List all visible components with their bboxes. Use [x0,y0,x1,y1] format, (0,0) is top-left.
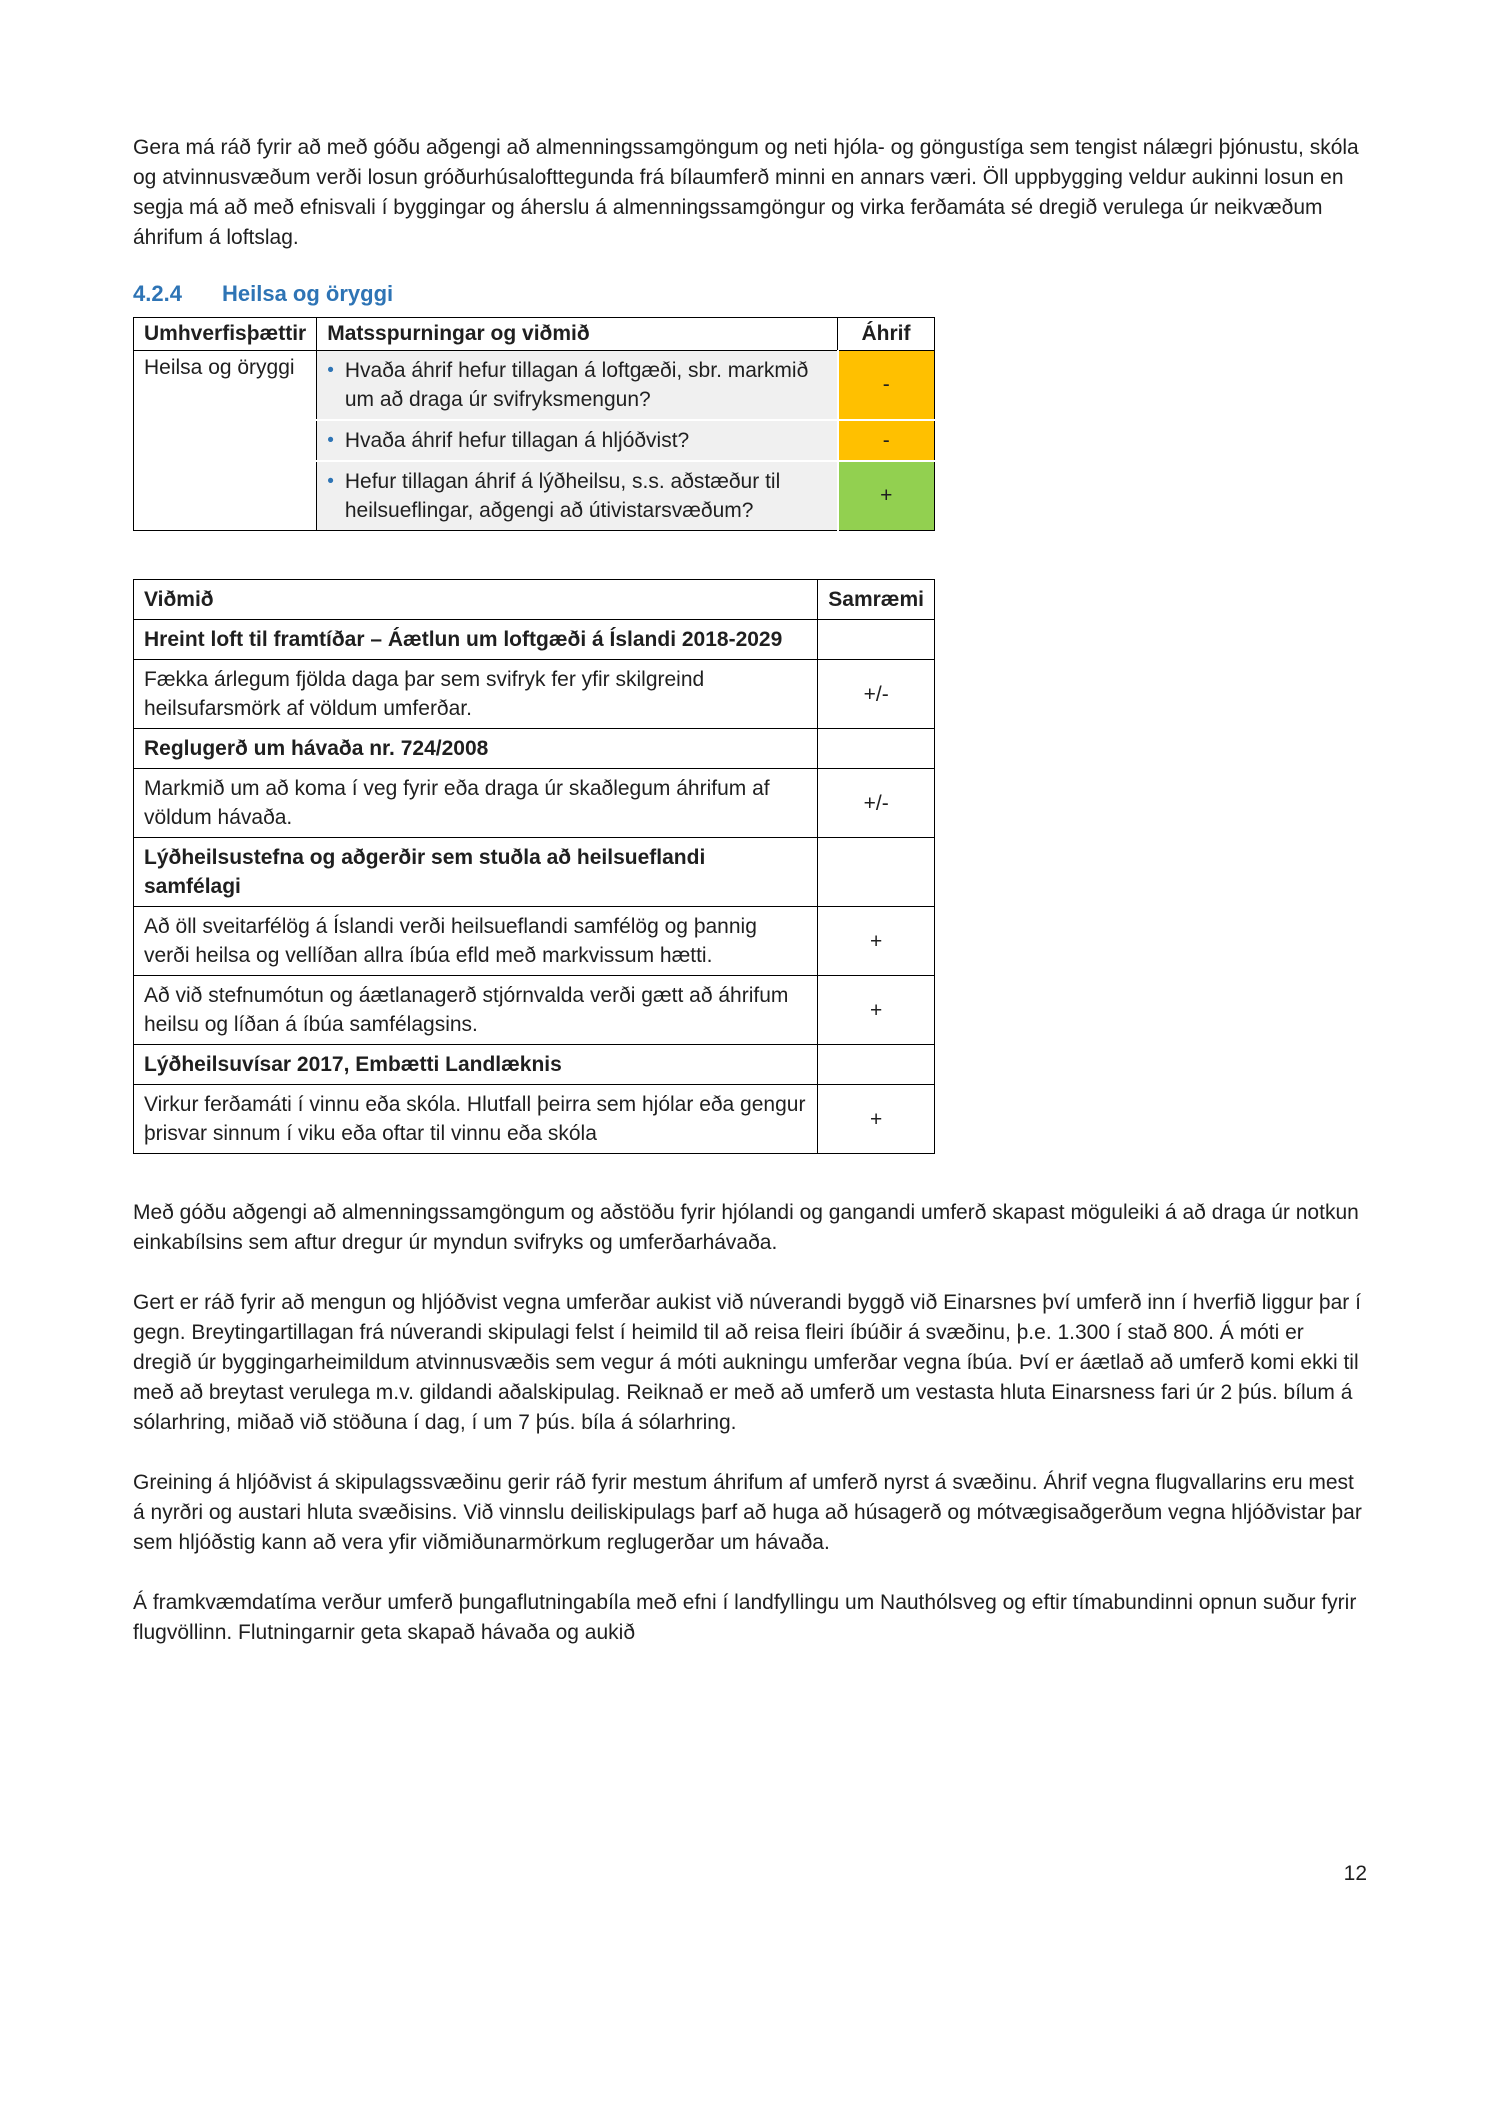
question-cell [317,351,838,421]
bullet-icon: • [327,430,334,451]
question-cell [317,420,838,461]
rating-cell: + [818,976,935,1045]
column-header-impact: Áhrif [838,318,935,351]
section-heading [133,281,1367,307]
section-number: 4.2.4 [133,281,182,306]
page-number: 12 [1343,1862,1367,1885]
criteria-item-row [134,907,935,976]
criteria-item-row [134,1085,935,1154]
table-row [134,351,935,421]
column-header-compliance: Samræmi [818,580,935,620]
criteria-compliance-table [133,579,935,1154]
paragraph: Á framkvæmdatíma verður umferð þungaflutningabíla með efni í landfyllingu um Nauthólsveg og eftir tímabundinni opnun suður fyrir flugvöllinn. Flutningarnir geta skapað hávaða og aukið [133,1591,1357,1644]
question-text: Hefur tillagan áhrif á lýðheilsu, s.s. aðstæður til heilsueflingar, aðgengi að útivistarsvæðum? [344,470,781,522]
criteria-section-row [134,838,935,907]
criteria-item-row [134,660,935,729]
criteria-section-row [134,620,935,660]
factor-cell: Heilsa og öryggi [134,351,317,531]
paragraph: Greining á hljóðvist á skipulagssvæðinu gerir ráð fyrir mestum áhrifum af umferð nyrst á svæðinu. Áhrif vegna flugvallarins eru mest á nyrðri og austari hluta svæðisins. Við vinnslu deiliskipulags þarf að huga að húsagerð og mótvægisaðgerðum vegna hljóðvistar þar sem hljóðstig kann að vera yfir viðmiðunarmörkum reglugerðar um hávaða. [133,1471,1362,1554]
paragraph-intro: Gera má ráð fyrir að með góðu aðgengi að almenningssamgöngum og neti hjóla- og göngustíga sem tengist nálægri þjónustu, skóla og atvinnusvæðum verði losun gróðurhúsalofttegunda frá bílaumferð minni en annars væri. Öll uppbygging veldur aukinni losun en segja má að með efnisvali í byggingar og áherslu á almenningssamgöngur og virka ferðamáta sé dregið verulega úr neikvæðum áhrifum á loftslag. [133,136,1359,249]
criteria-section-title: Lýðheilsuvísar 2017, Embætti Landlæknis [134,1045,818,1085]
column-header-questions: Matsspurningar og viðmið [317,318,838,351]
impact-cell: + [838,461,935,531]
column-header-factor: Umhverfisþættir [134,318,317,351]
criteria-section-row [134,729,935,769]
question-text: Hvaða áhrif hefur tillagan á hljóðvist? [344,429,690,452]
question-cell [317,461,838,531]
paragraph: Gert er ráð fyrir að mengun og hljóðvist vegna umferðar aukist við núverandi byggð við Einarsnes því umferð inn í hverfið liggur þar í gegn. Breytingartillagan frá núverandi skipulagi felst í heimild til að reisa fleiri íbúðir á svæðinu, þ.e. 1.300 í stað 800. Á móti er dregið úr byggingarheimildum atvinnusvæðis sem vegur á móti aukningu umferðar vegna íbúa. Því er áætlað að umferð komi ekki til með að breytast verulega m.v. gildandi aðalskipulag. Reiknað er með að umferð um vestasta hluta Einarsness fari úr 2 þús. bílum á sólarhring, miðað við stöðuna í dag, í um 7 þús. bíla á sólarhring. [133,1291,1361,1434]
column-header-criteria: Viðmið [134,580,818,620]
table-header-row [134,318,935,351]
criteria-item-row [134,769,935,838]
criteria-text: Fækka árlegum fjölda daga þar sem svifryk fer yfir skilgreind heilsufarsmörk af völdum umferðar. [134,660,818,729]
bullet-icon: • [327,360,334,381]
table-header-row [134,580,935,620]
rating-cell [818,620,935,660]
impact-cell: - [838,351,935,421]
bullet-icon: • [327,471,334,492]
criteria-text: Að við stefnumótun og áætlanagerð stjórnvalda verði gætt að áhrifum heilsu og líðan á íbúa samfélagsins. [134,976,818,1045]
criteria-section-row [134,1045,935,1085]
paragraph: Með góðu aðgengi að almenningssamgöngum og aðstöðu fyrir hjólandi og gangandi umferð skapast möguleiki á að draga úr notkun einkabílsins sem aftur dregur úr myndun svifryks og umferðarhávaða. [133,1201,1359,1254]
question-text: Hvaða áhrif hefur tillagan á loftgæði, sbr. markmið um að draga úr svifryksmengun? [344,359,809,411]
rating-cell: + [818,1085,935,1154]
section-title: Heilsa og öryggi [222,281,394,306]
rating-cell [818,1045,935,1085]
rating-cell: +/- [818,660,935,729]
criteria-section-title: Hreint loft til framtíðar – Áætlun um loftgæði á Íslandi 2018-2029 [134,620,818,660]
impact-cell: - [838,420,935,461]
criteria-text: Markmið um að koma í veg fyrir eða draga úr skaðlegum áhrifum af völdum hávaða. [134,769,818,838]
rating-cell: +/- [818,769,935,838]
impact-assessment-table [133,317,935,531]
rating-cell [818,729,935,769]
criteria-section-title: Reglugerð um hávaða nr. 724/2008 [134,729,818,769]
criteria-text: Að öll sveitarfélög á Íslandi verði heilsueflandi samfélög og þannig verði heilsa og vellíðan allra íbúa efld með markvissum hætti. [134,907,818,976]
rating-cell: + [818,907,935,976]
criteria-item-row [134,976,935,1045]
criteria-section-title: Lýðheilsustefna og aðgerðir sem stuðla að heilsueflandi samfélagi [134,838,818,907]
criteria-text: Virkur ferðamáti í vinnu eða skóla. Hlutfall þeirra sem hjólar eða gengur þrisvar sinnum í viku eða oftar til vinnu eða skóla [134,1085,818,1154]
rating-cell [818,838,935,907]
